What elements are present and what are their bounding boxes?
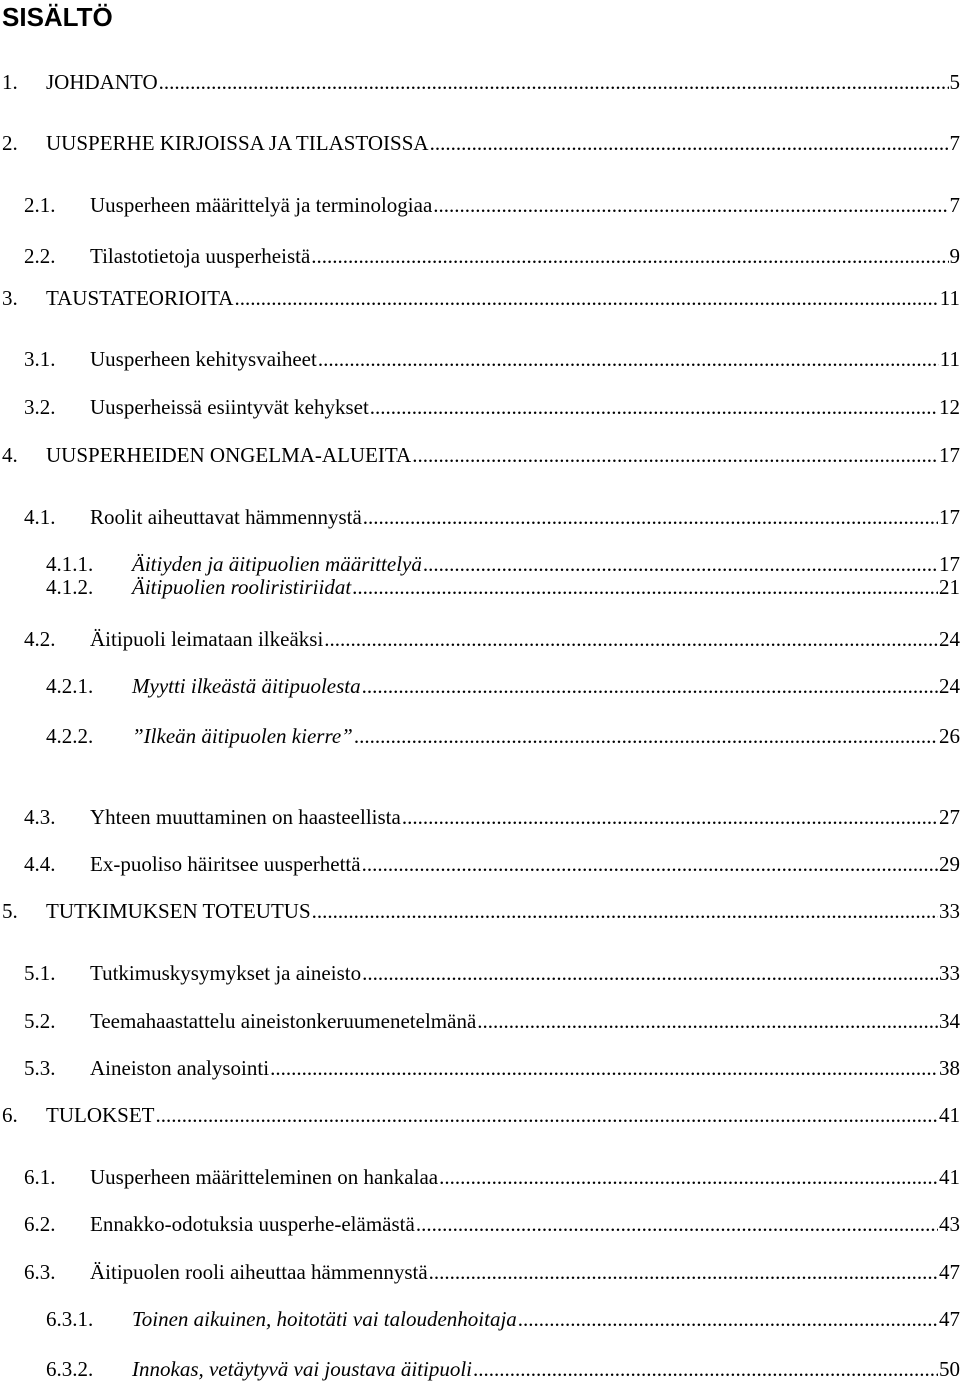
page-title: SISÄLTÖ [2, 2, 113, 32]
toc-entry-label: Innokas, vetäytyvä vai joustava äitipuoli [132, 1357, 472, 1381]
toc-entry-page-number: 12 [939, 395, 960, 419]
toc-entry-page-number: 7 [949, 131, 960, 155]
toc-entry[interactable] [2, 67, 960, 97]
toc-entry-number: 5.3. [24, 1056, 56, 1080]
toc-entry-page-number: 33 [939, 899, 960, 923]
toc-entry[interactable] [24, 344, 960, 374]
toc-entry-page-number: 17 [939, 505, 960, 529]
toc-dot-leader [477, 1006, 938, 1036]
toc-entry-number: 5.1. [24, 961, 56, 985]
toc-entry-number: 6.1. [24, 1165, 56, 1189]
toc-entry-number: 6. [2, 1103, 18, 1127]
toc-entry-label: Myytti ilkeästä äitipuolesta [132, 674, 361, 698]
toc-entry-label: Äitiyden ja äitipuolien määrittelyä [132, 552, 422, 576]
toc-entry-label: Ennakko-odotuksia uusperhe-elämästä [90, 1212, 415, 1236]
toc-entry-label: Uusperheen määrittelyä ja terminologiaa [90, 193, 433, 217]
toc-entry-label: JOHDANTO [46, 70, 158, 94]
toc-entry-page-number: 26 [939, 724, 960, 748]
toc-entry-label: TULOKSET [46, 1103, 155, 1127]
toc-entry-number: 3.1. [24, 347, 56, 371]
toc-dot-leader [416, 1209, 938, 1239]
toc-entry[interactable] [24, 958, 960, 988]
toc-entry-page-number: 5 [949, 70, 960, 94]
toc-entry-label: Äitipuolen rooli aiheuttaa hämmennystä [90, 1260, 428, 1284]
toc-dot-leader [159, 67, 949, 97]
toc-entry-number: 4.1. [24, 505, 56, 529]
toc-dot-leader [362, 849, 938, 879]
toc-entry[interactable] [2, 283, 960, 313]
toc-entry[interactable] [46, 1304, 960, 1334]
toc-dot-leader [473, 1354, 938, 1384]
toc-dot-leader [324, 624, 938, 654]
toc-entry-page-number: 43 [939, 1212, 960, 1236]
toc-dot-leader [311, 241, 948, 271]
toc-entry-label: UUSPERHE KIRJOISSA JA TILASTOISSA [46, 131, 429, 155]
toc-dot-leader [433, 190, 948, 220]
toc-entry-label: TUTKIMUKSEN TOTEUTUS [46, 899, 311, 923]
toc-entry-label: Äitipuoli leimataan ilkeäksi [90, 627, 324, 651]
toc-entry-number: 4.2.2. [46, 724, 94, 748]
toc-entry-page-number: 29 [939, 852, 960, 876]
toc-entry[interactable] [46, 721, 960, 751]
toc-entry[interactable] [24, 1257, 960, 1287]
toc-entry[interactable] [46, 572, 960, 602]
toc-entry-page-number: 17 [939, 443, 960, 467]
toc-entry-label: Toinen aikuinen, hoitotäti vai taloudenhoitaja [132, 1307, 517, 1331]
toc-dot-leader [312, 896, 938, 926]
toc-entry-number: 2. [2, 131, 18, 155]
toc-entry-number: 6.3. [24, 1260, 56, 1284]
toc-entry-page-number: 41 [939, 1103, 960, 1127]
toc-entry-page-number: 50 [939, 1357, 960, 1381]
toc-entry-number: 6.2. [24, 1212, 56, 1236]
toc-entry-page-number: 11 [939, 347, 960, 371]
toc-entry-label: Tilastotietoja uusperheistä [90, 244, 311, 268]
toc-dot-leader [439, 1162, 938, 1192]
toc-entry[interactable] [24, 1209, 960, 1239]
toc-entry[interactable] [46, 671, 960, 701]
toc-entry-page-number: 9 [949, 244, 960, 268]
toc-dot-leader [370, 392, 938, 422]
toc-entry-page-number: 27 [939, 805, 960, 829]
toc-dot-leader [354, 721, 938, 751]
toc-dot-leader [363, 502, 938, 532]
toc-entry[interactable] [24, 624, 960, 654]
toc-entry[interactable] [2, 896, 960, 926]
toc-entry-number: 4.4. [24, 852, 56, 876]
toc-entry-label: Teemahaastattelu aineistonkeruumenetelmänä [90, 1009, 477, 1033]
toc-entry-page-number: 24 [939, 627, 960, 651]
toc-entry-page-number: 7 [949, 193, 960, 217]
toc-entry-label: Ex-puoliso häiritsee uusperhettä [90, 852, 361, 876]
toc-entry-page-number: 47 [939, 1307, 960, 1331]
toc-entry-page-number: 41 [939, 1165, 960, 1189]
toc-dot-leader [402, 802, 938, 832]
toc-entry-label: Uusperheissä esiintyvät kehykset [90, 395, 369, 419]
toc-entry[interactable] [2, 1100, 960, 1130]
toc-dot-leader [318, 344, 939, 374]
toc-dot-leader [430, 128, 949, 158]
toc-dot-leader [270, 1053, 938, 1083]
toc-dot-leader [518, 1304, 938, 1334]
toc-entry-number: 6.3.2. [46, 1357, 94, 1381]
toc-entry-label: Tutkimuskysymykset ja aineisto [90, 961, 362, 985]
toc-entry-page-number: 17 [939, 552, 960, 576]
toc-entry-label: Yhteen muuttaminen on haasteellista [90, 805, 401, 829]
toc-entry[interactable] [24, 849, 960, 879]
toc-entry-page-number: 21 [939, 575, 960, 599]
toc-entry-page-number: 34 [939, 1009, 960, 1033]
toc-entry-label: Uusperheen määritteleminen on hankalaa [90, 1165, 439, 1189]
toc-entry[interactable] [24, 1006, 960, 1036]
toc-entry[interactable] [24, 241, 960, 271]
toc-entry[interactable] [24, 802, 960, 832]
toc-entry[interactable] [24, 1162, 960, 1192]
toc-entry-label: Roolit aiheuttavat hämmennystä [90, 505, 362, 529]
toc-entry[interactable] [24, 190, 960, 220]
toc-entry[interactable] [24, 392, 960, 422]
toc-entry-page-number: 11 [939, 286, 960, 310]
toc-entry-number: 2.2. [24, 244, 56, 268]
toc-entry-number: 4.3. [24, 805, 56, 829]
toc-entry-number: 4.2. [24, 627, 56, 651]
toc-dot-leader [412, 440, 938, 470]
toc-entry-label: Äitipuolien rooliristiriidat [132, 575, 352, 599]
toc-dot-leader [156, 1100, 939, 1130]
toc-entry-number: 5.2. [24, 1009, 56, 1033]
toc-entry-number: 4.1.1. [46, 552, 94, 576]
toc-entry[interactable] [2, 128, 960, 158]
toc-entry-number: 3.2. [24, 395, 56, 419]
toc-entry-number: 4. [2, 443, 18, 467]
toc-entry-label: ”Ilkeän äitipuolen kierre” [132, 724, 353, 748]
toc-entry-label: Uusperheen kehitysvaiheet [90, 347, 317, 371]
toc-entry-number: 6.3.1. [46, 1307, 94, 1331]
toc-entry-page-number: 24 [939, 674, 960, 698]
toc-dot-leader [362, 958, 938, 988]
toc-entry-number: 3. [2, 286, 18, 310]
toc-entry-number: 4.2.1. [46, 674, 94, 698]
toc-entry[interactable] [2, 440, 960, 470]
toc-entry-number: 1. [2, 70, 18, 94]
toc-dot-leader [352, 572, 938, 602]
toc-dot-leader [234, 283, 938, 313]
toc-entry-label: Aineiston analysointi [90, 1056, 270, 1080]
toc-entry-page-number: 38 [939, 1056, 960, 1080]
toc-entry-number: 4.1.2. [46, 575, 94, 599]
toc-entry[interactable] [24, 502, 960, 532]
toc-entry[interactable] [46, 1354, 960, 1384]
toc-entry-label: TAUSTATEORIOITA [46, 286, 234, 310]
toc-entry-page-number: 47 [939, 1260, 960, 1284]
toc-entry[interactable] [24, 1053, 960, 1083]
toc-dot-leader [429, 1257, 938, 1287]
toc-entry-page-number: 33 [939, 961, 960, 985]
toc-entry-label: UUSPERHEIDEN ONGELMA-ALUEITA [46, 443, 412, 467]
toc-dot-leader [362, 671, 938, 701]
toc-entry-number: 2.1. [24, 193, 56, 217]
toc-entry-number: 5. [2, 899, 18, 923]
